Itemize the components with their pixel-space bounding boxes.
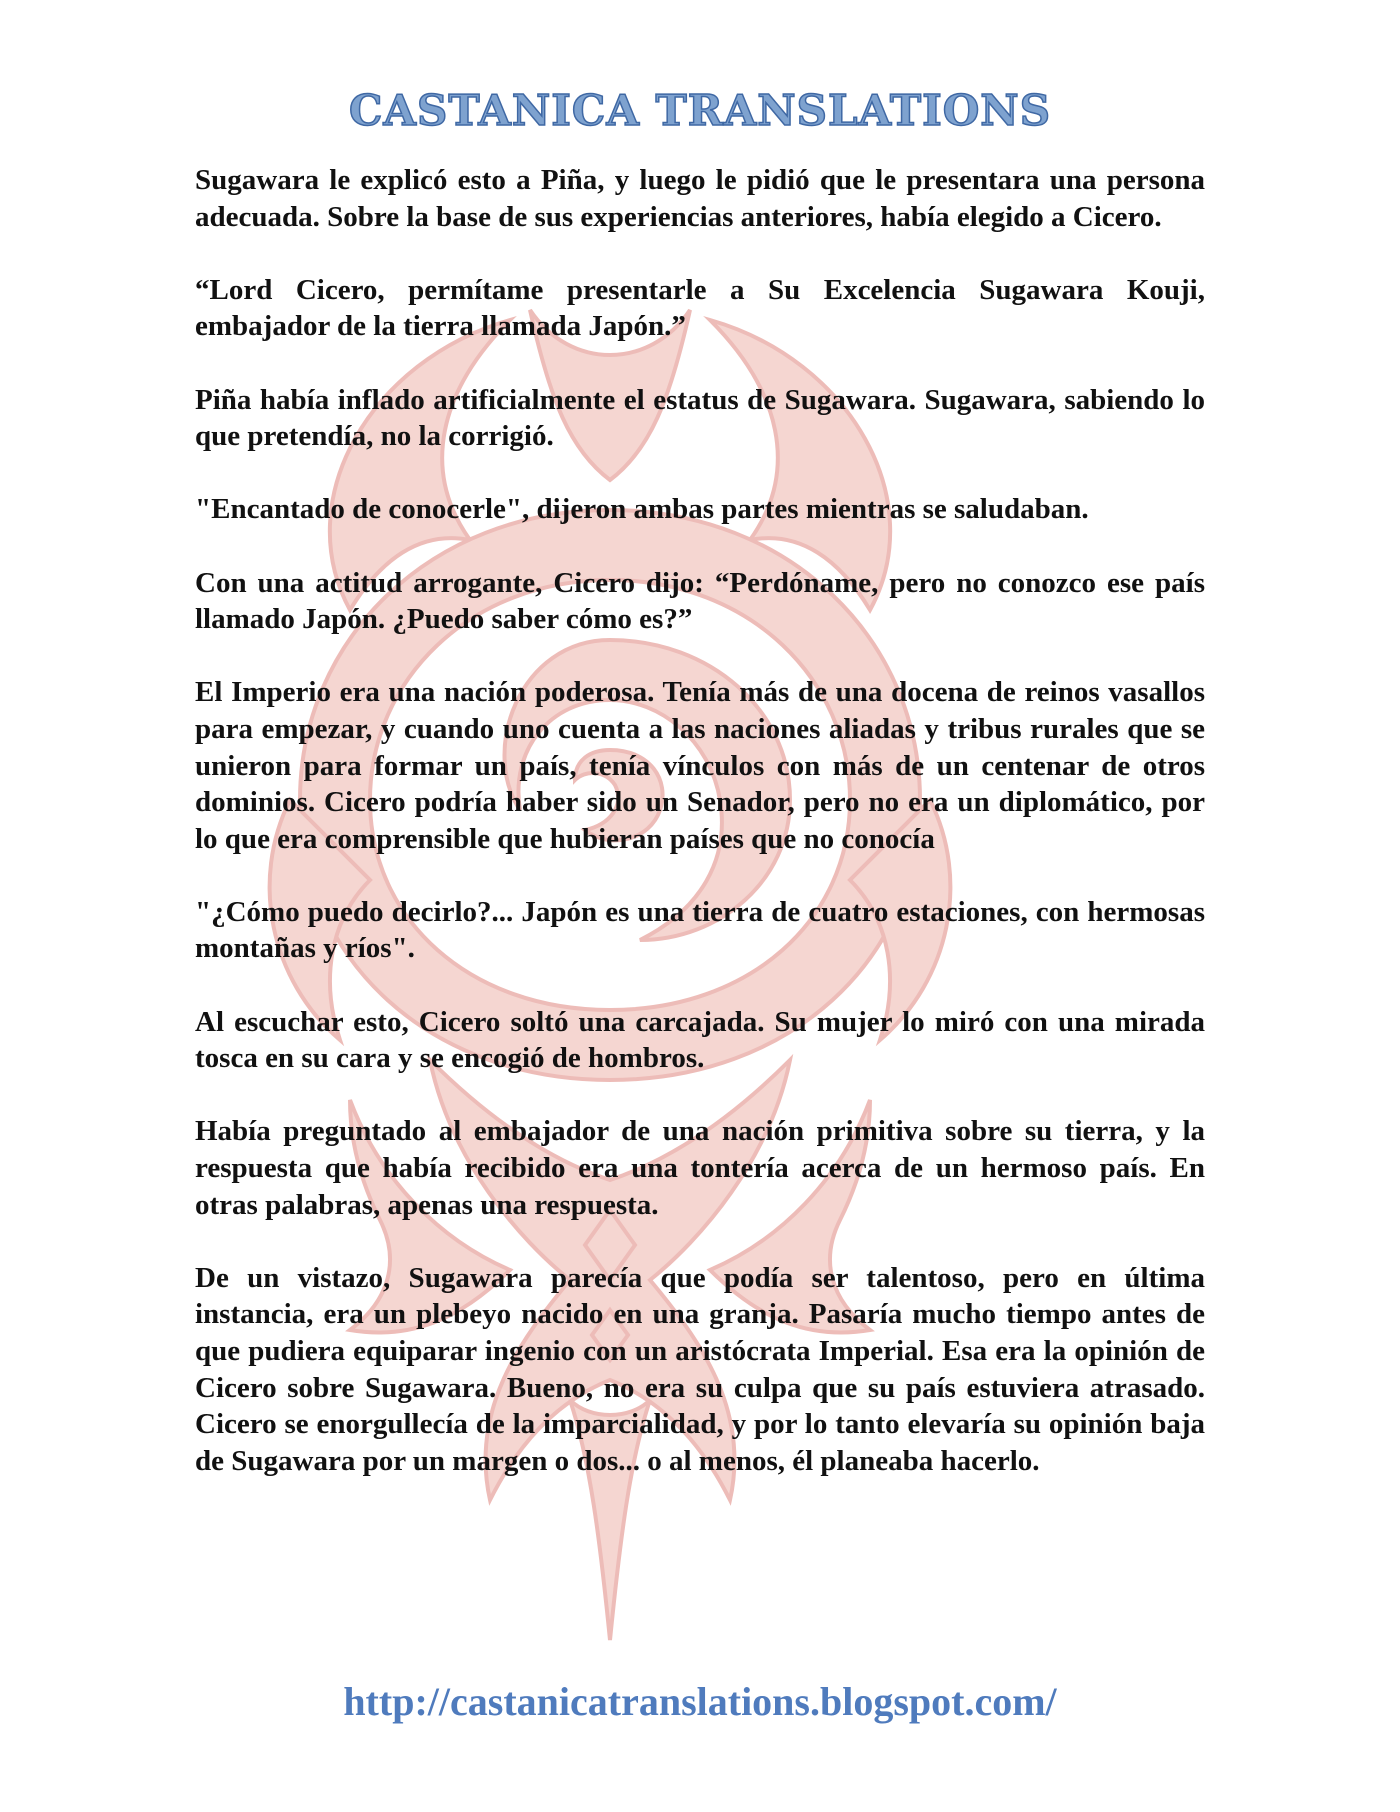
paragraph: “Lord Cicero, permítame presentarle a Su Excelencia Sugawara Kouji, embajador de la tierra llamada Japón.” [195, 273, 1205, 343]
paragraph: "Encantado de conocerle", dijeron ambas partes mientras se saludaban. [195, 493, 1089, 526]
paragraph: De un vistazo, Sugawara parecía que podía ser talentoso, pero en última instancia, era un plebeyo nacido en una granja. Pasaría mucho tiempo antes de que pudiera equiparar ingenio con un aristócrata Imperial. Esa era la opinión de Cicero sobre Sugawara. Bueno, no era su culpa que su país estuviera atrasado. Cicero se enorgullecía de la imparcialidad, y por lo tanto elevaría su opinión baja de Sugawara por un margen o dos... o al menos, él planeaba hacerlo. [195, 1261, 1205, 1477]
paragraph: Piña había inflado artificialmente el estatus de Sugawara. Sugawara, sabiendo lo que pretendía, no la corrigió. [195, 383, 1205, 453]
blog-url-link[interactable]: http://castanicatranslations.blogspot.com/ [343, 1679, 1057, 1724]
paragraph: Al escuchar esto, Cicero soltó una carcajada. Su mujer lo miró con una mirada tosca en su cara y se encogió de hombros. [195, 1005, 1205, 1075]
paragraph: "¿Cómo puedo decirlo?... Japón es una tierra de cuatro estaciones, con hermosas montañas y ríos". [195, 895, 1205, 965]
paragraph: Con una actitud arrogante, Cicero dijo: “Perdóname, pero no conozco ese país llamado Japón. ¿Puedo saber cómo es?” [195, 566, 1205, 636]
paragraph: El Imperio era una nación poderosa. Tenía más de una docena de reinos vasallos para empezar, y cuando uno cuenta a las naciones aliadas y tribus rurales que se unieron para formar un país, tenía vínculos con más de un centenar de otros dominios. Cicero podría haber sido un Senador, pero no era un diplomático, por lo que era comprensible que hubieran países que no conocía [195, 676, 1205, 855]
document-body [195, 162, 1205, 1479]
paragraph: Había preguntado al embajador de una nación primitiva sobre su tierra, y la respuesta que había recibido era una tontería acerca de un hermoso país. En otras palabras, apenas una respuesta. [195, 1115, 1205, 1221]
site-title: CASTANICA TRANSLATIONS [348, 86, 1052, 135]
paragraph: Sugawara le explicó esto a Piña, y luego le pidió que le presentara una persona adecuada. Sobre la base de sus experiencias anteriores, había elegido a Cicero. [195, 164, 1205, 233]
